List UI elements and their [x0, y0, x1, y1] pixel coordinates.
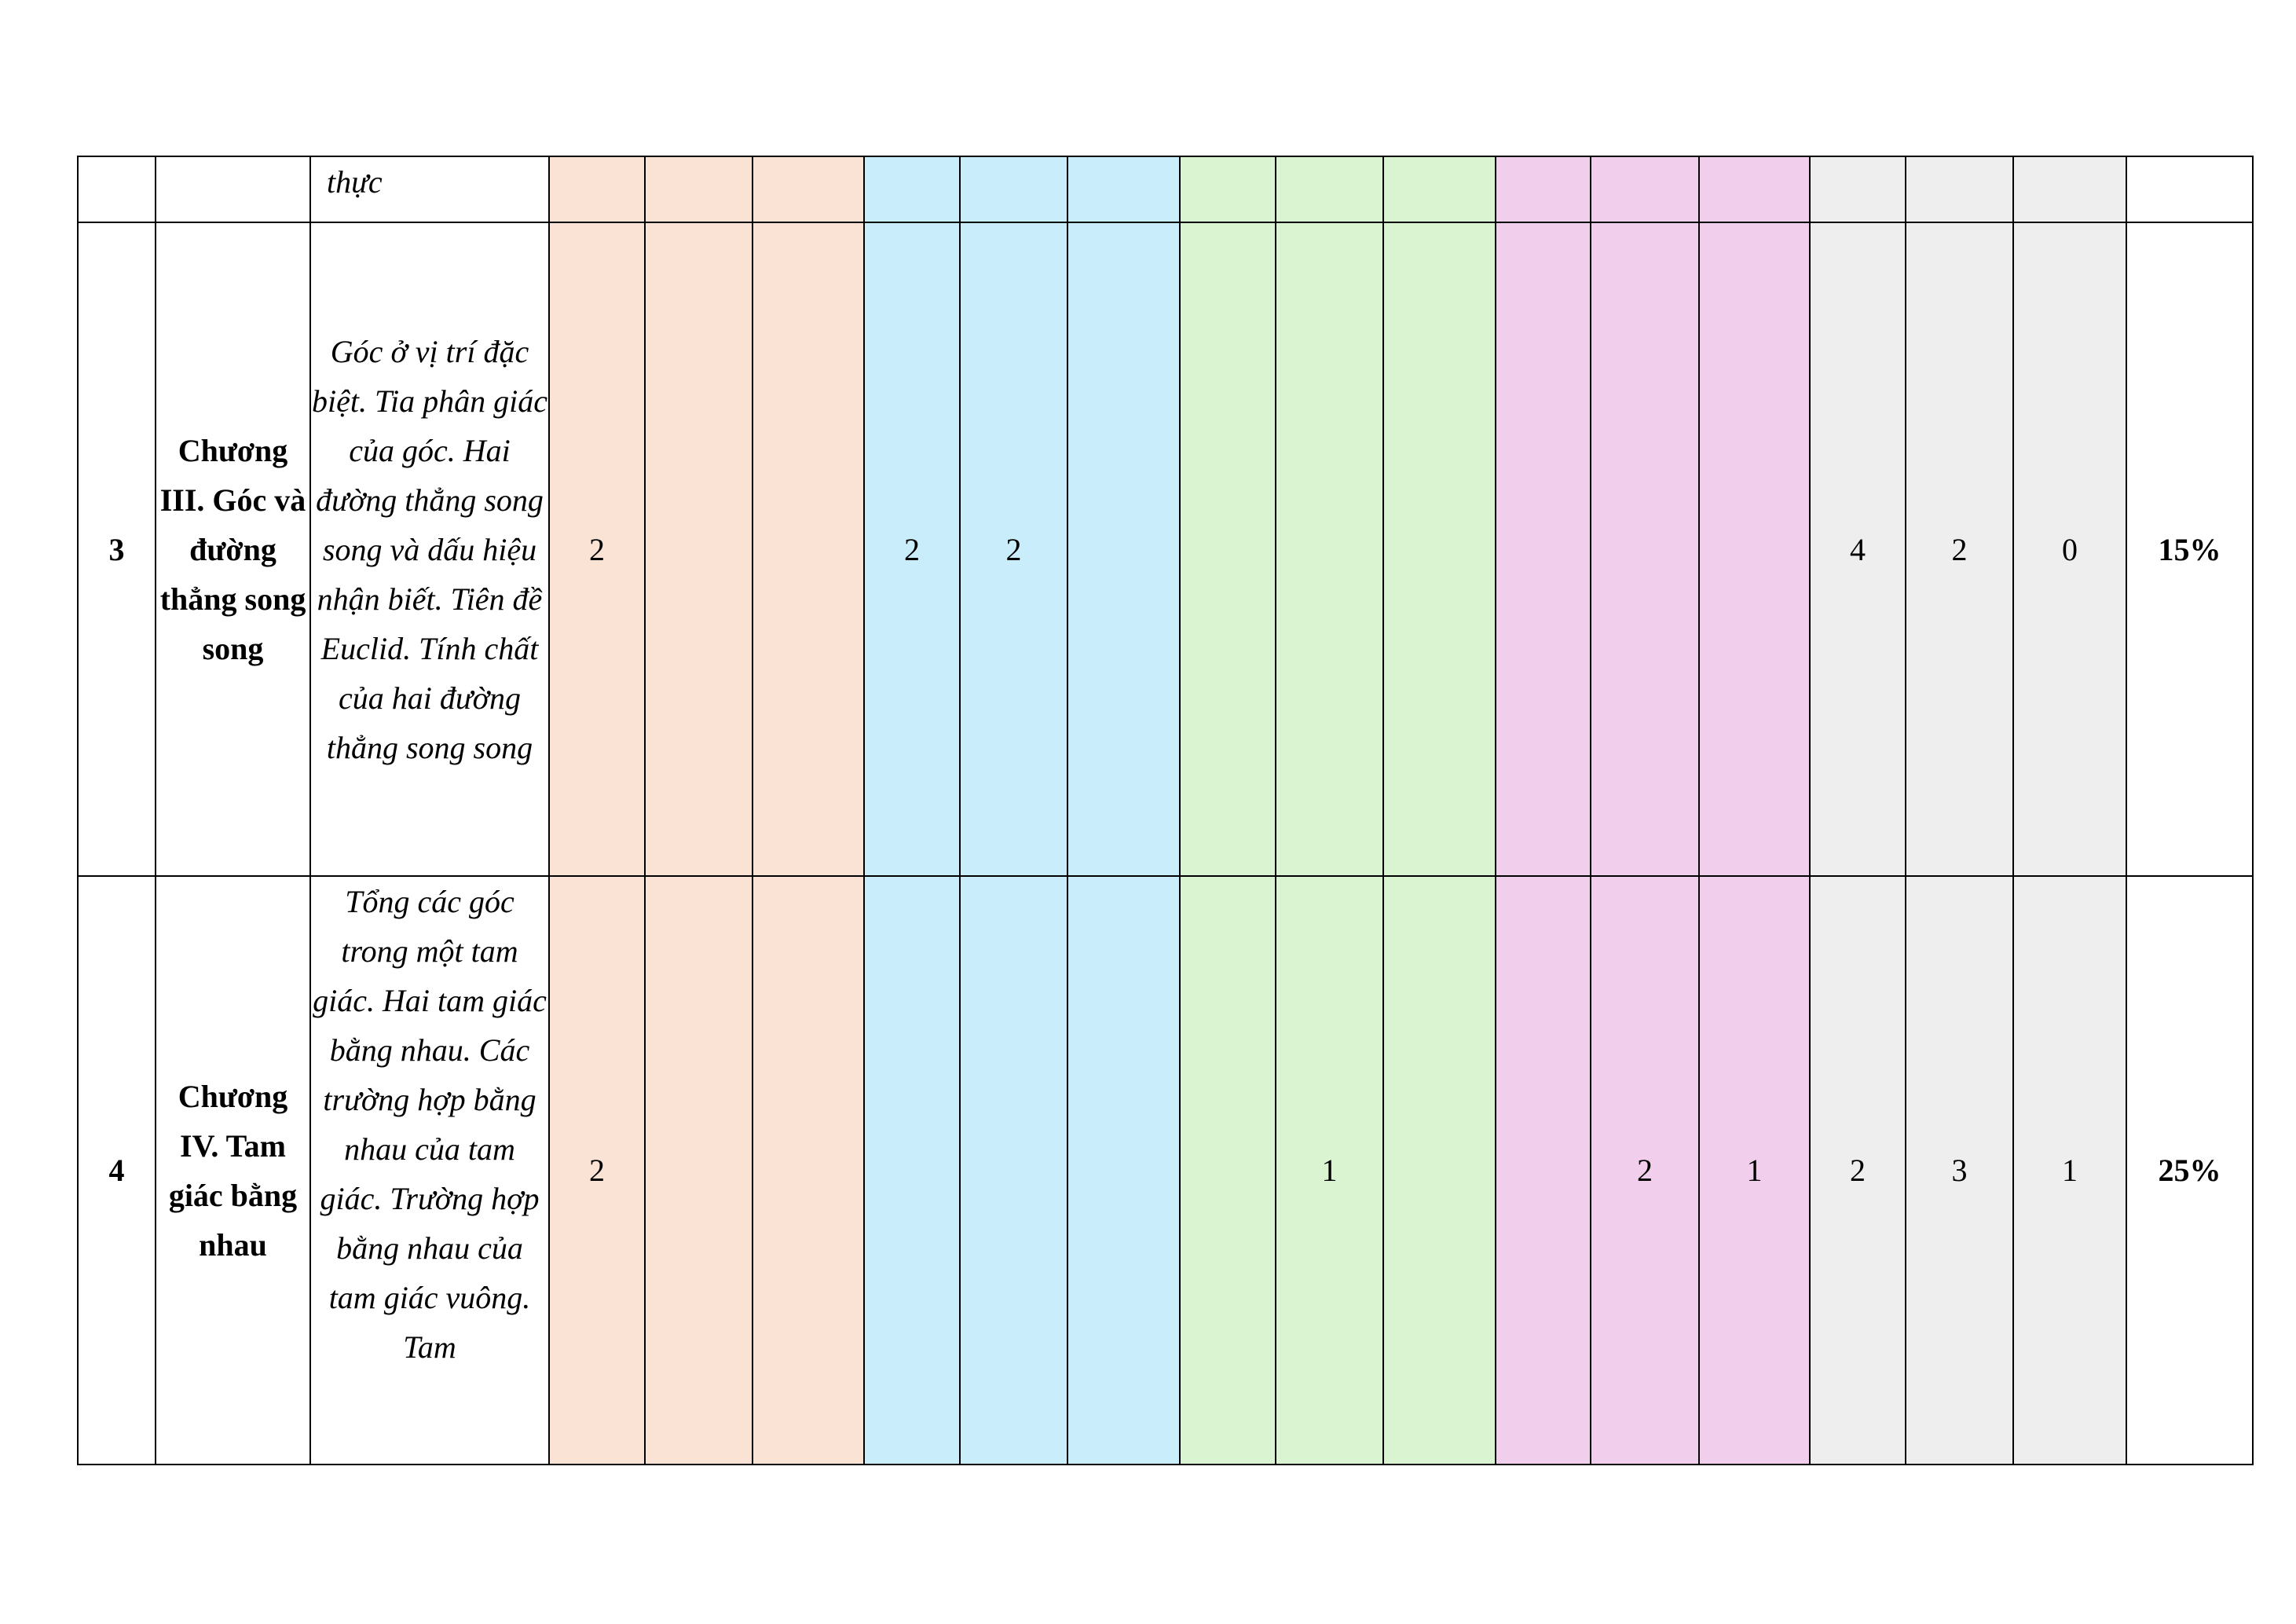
green-cell-3 [1383, 156, 1496, 222]
pink-cell-2 [1591, 156, 1699, 222]
orange-cell-1: 2 [549, 876, 645, 1465]
green-cell-1 [1180, 222, 1276, 876]
green-cell-1 [1180, 156, 1276, 222]
green-cell-2: 1 [1276, 876, 1383, 1465]
orange-cell-1 [549, 156, 645, 222]
green-cell-2 [1276, 222, 1383, 876]
grey-cell-3: 0 [2013, 222, 2126, 876]
grey-cell-2 [1906, 156, 2013, 222]
stt-cell: 4 [78, 876, 156, 1465]
percent-cell: 25% [2126, 876, 2253, 1465]
percent-cell [2126, 156, 2253, 222]
green-cell-2 [1276, 156, 1383, 222]
orange-cell-3 [753, 222, 864, 876]
stt-cell [78, 156, 156, 222]
orange-cell-2 [645, 156, 753, 222]
content-cell: Tổng các góc trong một tam giác. Hai tam giác bằng nhau. Các trường hợp bằng nhau của tam giác. Trường hợp bằng nhau của tam giác vuông. Tam [310, 876, 549, 1465]
grey-cell-1: 4 [1810, 222, 1906, 876]
blue-cell-3 [1067, 156, 1180, 222]
blue-cell-1: 2 [864, 222, 960, 876]
blue-cell-1 [864, 876, 960, 1465]
content-cell: Góc ở vị trí đặc biệt. Tia phân giác của góc. Hai đường thẳng song song và dấu hiệu nhận biết. Tiên đề Euclid. Tính chất của hai đường thẳng song song [310, 222, 549, 876]
green-cell-1 [1180, 876, 1276, 1465]
pink-cell-2: 2 [1591, 876, 1699, 1465]
orange-cell-2 [645, 876, 753, 1465]
chapter-cell: Chương III. Góc và đường thẳng song song [156, 222, 310, 876]
pink-cell-1 [1496, 156, 1591, 222]
green-cell-3 [1383, 222, 1496, 876]
blue-cell-2 [960, 876, 1067, 1465]
pink-cell-1 [1496, 222, 1591, 876]
grey-cell-3: 1 [2013, 876, 2126, 1465]
chapter-cell [156, 156, 310, 222]
stt-cell: 3 [78, 222, 156, 876]
pink-cell-1 [1496, 876, 1591, 1465]
table-row [78, 222, 2253, 876]
orange-cell-3 [753, 156, 864, 222]
grey-cell-2: 3 [1906, 876, 2013, 1465]
grey-cell-3 [2013, 156, 2126, 222]
orange-cell-3 [753, 876, 864, 1465]
blue-cell-2: 2 [960, 222, 1067, 876]
blue-cell-3 [1067, 876, 1180, 1465]
pink-cell-3: 1 [1699, 876, 1810, 1465]
grey-cell-1: 2 [1810, 876, 1906, 1465]
table-row [78, 876, 2253, 1465]
percent-cell: 15% [2126, 222, 2253, 876]
orange-cell-1: 2 [549, 222, 645, 876]
pink-cell-2 [1591, 222, 1699, 876]
pink-cell-3 [1699, 222, 1810, 876]
blue-cell-3 [1067, 222, 1180, 876]
blue-cell-2 [960, 156, 1067, 222]
green-cell-3 [1383, 876, 1496, 1465]
blue-cell-1 [864, 156, 960, 222]
assessment-matrix-table [77, 156, 2254, 1465]
chapter-cell: Chương IV. Tam giác bằng nhau [156, 876, 310, 1465]
grey-cell-1 [1810, 156, 1906, 222]
table-row [78, 156, 2253, 222]
orange-cell-2 [645, 222, 753, 876]
pink-cell-3 [1699, 156, 1810, 222]
grey-cell-2: 2 [1906, 222, 2013, 876]
content-cell: thực [310, 156, 549, 222]
